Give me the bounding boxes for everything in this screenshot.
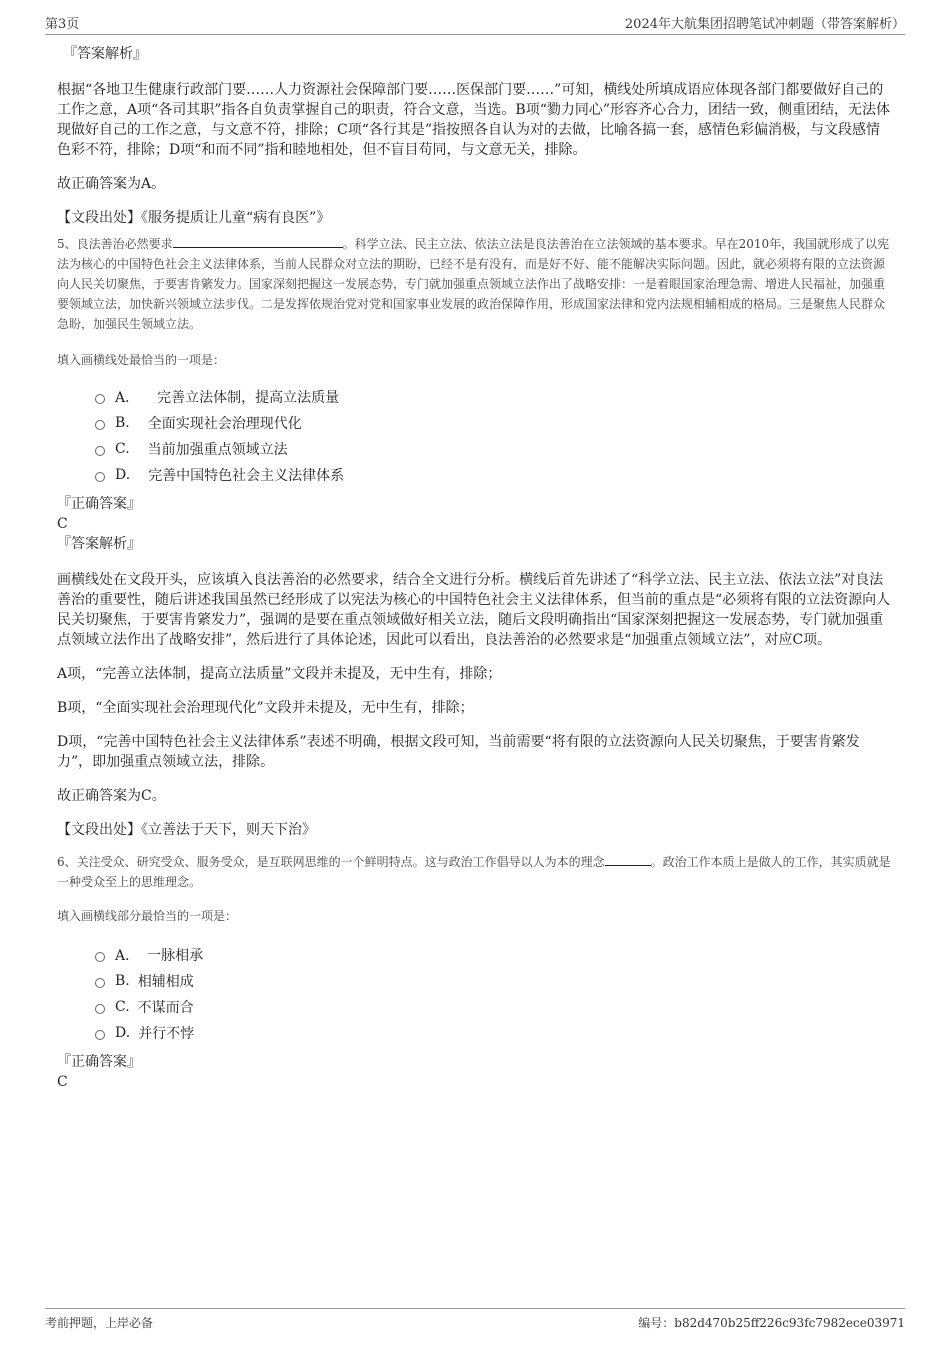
radio-icon[interactable] <box>95 420 105 430</box>
option-b[interactable]: B. 全面实现社会治理现代化 <box>95 410 893 436</box>
conclusion-text: 故正确答案为C。 <box>57 788 166 804</box>
radio-icon[interactable] <box>95 978 105 988</box>
radio-icon[interactable] <box>95 394 105 404</box>
analysis-paragraph: B项，“全面实现社会治理现代化”文段并未提及，无中生有，排除； <box>57 700 474 716</box>
option-a[interactable]: A． 完善立法体制，提高立法质量 <box>95 384 893 410</box>
question-6-stem: 6、关注受众、研究受众、服务受众，是互联网思维的一个鲜明特点。这与政治工作倡导以人为本的理念 。政治工作本质上是做人的工作，其实质就是一种受众至上的思维理念。 <box>57 855 891 889</box>
question-5-options <box>95 384 893 488</box>
radio-icon[interactable] <box>95 952 105 962</box>
analysis-text: 根据“各地卫生健康行政部门要……人力资源社会保障部门要……医保部门要……”可知，横线处所填成语应体现各部门都要做好自己的工作之意，A项“各司其职”指各自负责掌握自己的职责，符合文意，当选。B项“勠力同心”形容齐心合力，团结一致，侧重团结，无法体现做好自己的工作之意，与文意不符，排除；C项“各行其是”指按照各自认为对的去做，比喻各搞一套，感情色彩偏消极，与文段感情色彩不符，排除；D项“和而不同”指和睦地相处，但不盲目苟同，与文意无关，排除。 <box>57 82 891 158</box>
conclusion-text: 故正确答案为A。 <box>57 176 166 192</box>
option-a[interactable]: A． 一脉相承 <box>95 942 893 968</box>
source-citation: 【文段出处】《服务提质让儿童“病有良医”》 <box>57 210 331 226</box>
document-body <box>57 44 893 1092</box>
option-b[interactable]: B. 相辅相成 <box>95 968 893 994</box>
answer-value: C <box>57 1074 68 1090</box>
option-c[interactable]: C. 不谋而合 <box>95 994 893 1020</box>
question-5-stem: 5、良法善治必然要求 。科学立法、民主立法、依法立法是良法善治在立法领域的基本要求。早在2010年，我国就形成了以宪法为核心的中国特色社会主义法律体系，当前人民群众对立法的期盼，已经不是有没有，而是好不好、能不能解决实际问题。因此，就必须将有限的立法资源向人民关切聚焦，于要害肯綮发力。国家深刻把握这一发展态势，专门就加强重点领域立法作出了战略安排：一是着眼国家治理急需、增进人民福祉，加强重要领域立法，加快新兴领域立法步伐。二是发挥依规治党对党和国家事业发展的政治保障作用，形成国家法律和党内法规相辅相成的格局。三是聚焦人民群众急盼，加强民生领域立法。 <box>57 237 890 331</box>
page-number: 第3页 <box>45 17 80 32</box>
question-5-prompt: 填入画横线处最恰当的一项是： <box>57 353 226 367</box>
radio-icon[interactable] <box>95 446 105 456</box>
document-title: 2024年大航集团招聘笔试冲刺题（带答案解析） <box>624 17 905 32</box>
footer-slogan: 考前押题，上岸必备 <box>45 1315 154 1330</box>
document-code: 编号：b82d470b25ff226c93fc7982ece03971 <box>638 1315 905 1330</box>
radio-icon[interactable] <box>95 1030 105 1040</box>
answer-value: C <box>57 516 68 532</box>
answer-heading: 『正确答案』 <box>57 1054 141 1070</box>
option-d[interactable]: D. 并行不悖 <box>95 1020 893 1046</box>
option-d[interactable]: D. 完善中国特色社会主义法律体系 <box>95 462 893 488</box>
analysis-paragraph: D项，“完善中国特色社会主义法律体系”表述不明确，根据文段可知，当前需要“将有限的立法资源向人民关切聚焦，于要害肯綮发力”，即加强重点领域立法，排除。 <box>57 734 860 770</box>
radio-icon[interactable] <box>95 1004 105 1014</box>
question-6-options <box>95 942 893 1046</box>
fill-blank <box>173 235 343 248</box>
fill-blank <box>605 853 651 866</box>
page-footer <box>45 1308 905 1335</box>
answer-heading: 『正确答案』 <box>57 496 141 512</box>
question-6-prompt: 填入画横线部分最恰当的一项是： <box>57 909 238 923</box>
analysis-paragraph: A项，“完善立法体制，提高立法质量”文段并未提及，无中生有，排除； <box>57 666 502 682</box>
analysis-heading: 『答案解析』 <box>63 46 147 62</box>
source-citation: 【文段出处】《立善法于天下，则天下治》 <box>57 822 316 838</box>
page-header <box>45 12 905 35</box>
radio-icon[interactable] <box>95 472 105 482</box>
option-c[interactable]: C. 当前加强重点领域立法 <box>95 436 893 462</box>
analysis-paragraph: 画横线处在文段开头，应该填入良法善治的必然要求，结合全文进行分析。横线后首先讲述了“科学立法、民主立法、依法立法”对良法善治的重要性，随后讲述我国虽然已经形成了以宪法为核心的中国特色社会主义法律体系，但当前的重点是“必须将有限的立法资源向人民关切聚焦，于要害肯綮发力”，强调的是要在重点领域做好相关立法，随后文段明确指出“国家深刻把握这一发展态势，专门就加强重点领域立法作出了战略安排”，然后进行了具体论述，因此可以看出，良法善治的必然要求是“加强重点领域立法”，对应C项。 <box>57 572 891 648</box>
analysis-heading: 『答案解析』 <box>57 536 141 552</box>
